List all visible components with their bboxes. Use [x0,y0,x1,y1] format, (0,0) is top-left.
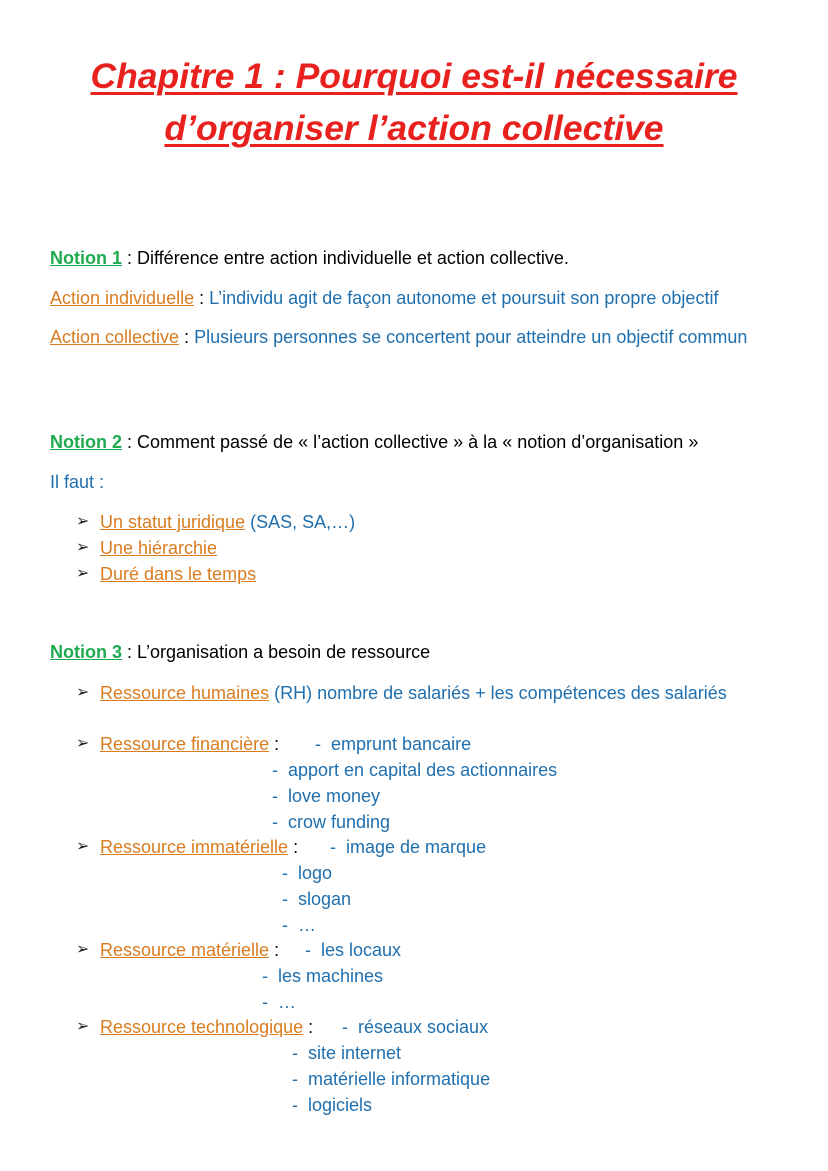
action-collective-text: Plusieurs personnes se concertent pour atteindre un objectif commun [194,327,748,347]
sub-item-text: réseaux sociaux [358,1017,489,1037]
sub-list-item: - emprunt bancaire [315,734,472,754]
sub-list-item: - … [282,915,316,935]
action-individuelle-line [50,286,718,310]
sub-list-item: - love money [272,786,381,806]
notion-2-text: : Comment passé de « l’action collective » à la « notion d’organisation » [122,432,699,452]
separator: : [194,288,210,308]
notion-2-label: Notion 2 [50,432,122,452]
sub-list-item: - image de marque [330,837,487,857]
ressource-materielle-label: Ressource matérielle [100,940,270,960]
title-line-1: Chapitre 1 : Pourquoi est-il nécessaire [90,56,738,96]
sub-item-text: love money [288,786,381,806]
ressource-immaterielle-item [100,835,298,859]
sub-item-text: image de marque [346,837,487,857]
action-individuelle-text: L’individu agit de façon autonome et poursuit son propre objectif [209,288,719,308]
list-item [100,536,217,560]
sub-list-item: - site internet [292,1043,402,1063]
sub-item-text: … [278,992,296,1012]
list-item-label: Duré dans le temps [100,564,257,584]
list-item-label: Une hiérarchie [100,538,218,558]
sub-list-item: - logo [282,863,333,883]
notion-1-heading [50,246,569,270]
sub-item-text: site internet [308,1043,402,1063]
ressource-technologique-label: Ressource technologique [100,1017,304,1037]
ressource-financiere-label: Ressource financière [100,734,270,754]
sub-list-item: - … [262,992,296,1012]
ressource-materielle-item [100,938,279,962]
sub-item-text: logiciels [308,1095,373,1115]
sub-item-text: … [298,915,316,935]
action-collective-label: Action collective [50,327,180,347]
arrowhead-bullet-icon: ➢ [76,513,90,530]
sub-list-item: - logiciels [292,1095,373,1115]
separator: : [288,837,299,857]
notion-2-heading [50,430,698,454]
arrowhead-bullet-icon: ➢ [76,565,90,582]
ressource-immaterielle-label: Ressource immatérielle [100,837,289,857]
sub-item-text: matérielle informatique [308,1069,491,1089]
arrowhead-bullet-icon: ➢ [76,838,90,855]
notion-3-heading [50,640,430,664]
arrowhead-bullet-icon: ➢ [76,1018,90,1035]
arrowhead-bullet-icon: ➢ [76,684,90,701]
list-item [100,562,256,586]
action-collective-paragraph [50,324,777,350]
sub-item-text: emprunt bancaire [331,734,472,754]
sub-list-item: - les locaux [305,940,402,960]
ressource-humaines-label: Ressource humaines [100,683,270,703]
title-line-2: d’organiser l’action collective [164,108,664,148]
list-item [100,510,355,534]
sub-list-item: - réseaux sociaux [342,1017,489,1037]
notion-3-text: : L’organisation a besoin de ressource [122,642,431,662]
notion-3-label: Notion 3 [50,642,122,662]
arrowhead-bullet-icon: ➢ [76,735,90,752]
list-item-extra: (SAS, SA,…) [245,512,356,532]
separator: : [269,734,280,754]
sub-item-text: crow funding [288,812,391,832]
separator: : [269,940,280,960]
sub-list-item: - slogan [282,889,352,909]
ressource-humaines-text: (RH) nombre de salariés + les compétences des salariés [269,683,727,703]
action-individuelle-label: Action individuelle [50,288,195,308]
arrowhead-bullet-icon: ➢ [76,539,90,556]
sub-item-text: logo [298,863,333,883]
ressource-financiere-item [100,732,279,756]
chapter-title [0,50,828,154]
separator: : [303,1017,314,1037]
sub-item-text: slogan [298,889,352,909]
sub-list-item: - matérielle informatique [292,1069,491,1089]
sub-list-item: - apport en capital des actionnaires [272,760,558,780]
sub-list-item: - crow funding [272,812,391,832]
ressource-technologique-item [100,1015,313,1039]
notion-1-text: : Différence entre action individuelle et action collective. [122,248,569,268]
sub-item-text: apport en capital des actionnaires [288,760,558,780]
notion-2-intro: Il faut : [50,472,105,492]
arrowhead-bullet-icon: ➢ [76,941,90,958]
sub-list-item: - les machines [262,966,384,986]
list-item-label: Un statut juridique [100,512,246,532]
notion-1-label: Notion 1 [50,248,122,268]
separator: : [179,327,195,347]
sub-item-text: les machines [278,966,384,986]
ressource-humaines-item [100,680,777,706]
sub-item-text: les locaux [321,940,402,960]
